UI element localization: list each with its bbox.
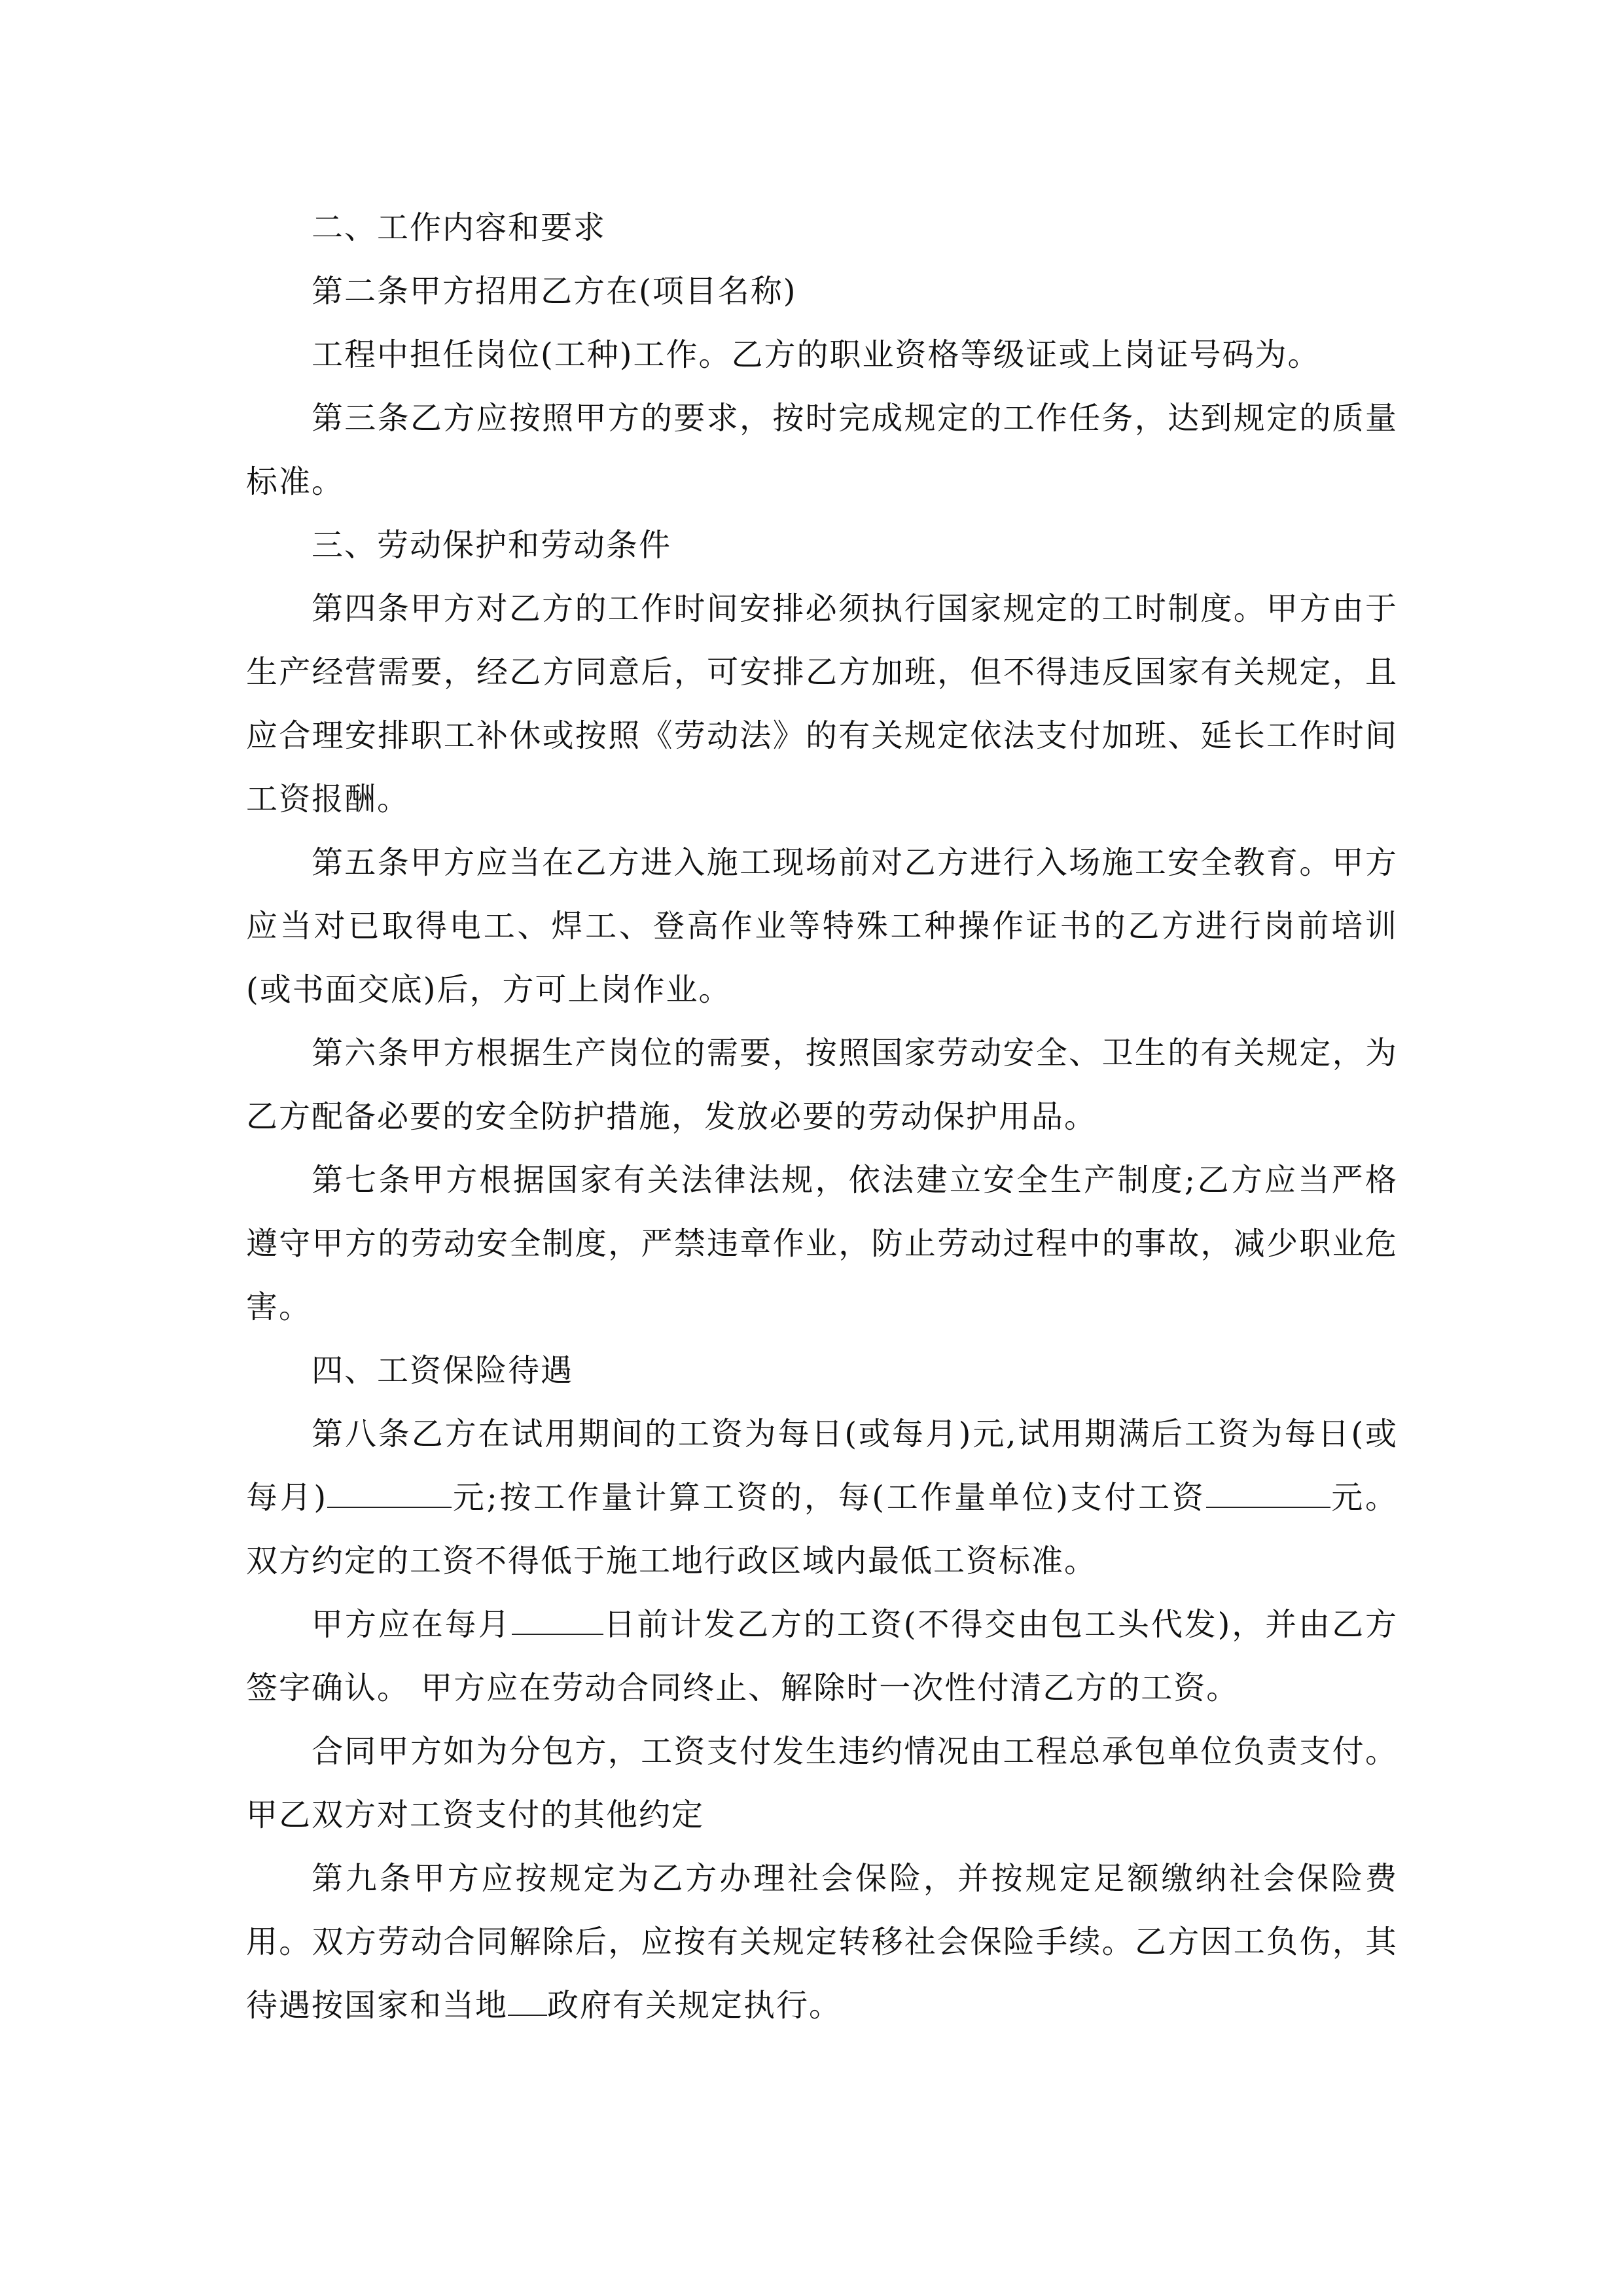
section-heading-4: 四、工资保险待遇	[312, 1352, 574, 1389]
article-8-part-1: 第八条乙方在试用期间的工资为每日(或每月)元,试用期满后工资为每日(或每月)	[246, 1416, 1398, 1516]
payment-day-part-2: 日前计发乙方的工资(不得交由包工头代发)，并由乙方签字确认。 甲方应在劳动合同终止、解除时一次性付清乙方的工资。	[246, 1606, 1398, 1706]
article-8-part-2: 元;按工作量计算工资的，每(工作量单位)支付工资	[452, 1479, 1206, 1516]
article-2-line-1: 第二条甲方招用乙方在(项目名称)	[312, 273, 797, 310]
section-heading-2: 二、工作内容和要求	[312, 209, 607, 246]
article-9	[246, 1847, 1398, 2037]
article-9-part-2: 政府有关规定执行。	[547, 1987, 842, 2024]
article-3: 第三条乙方应按照甲方的要求，按时完成规定的工作任务，达到规定的质量标准。	[246, 400, 1398, 500]
document-page	[246, 196, 1398, 2037]
article-7: 第七条甲方根据国家有关法律法规，依法建立安全生产制度;乙方应当严格遵守甲方的劳动安全制度，严禁违章作业，防止劳动过程中的事故，减少职业危害。	[246, 1162, 1398, 1325]
payment-day-part-1: 甲方应在每月	[312, 1606, 512, 1643]
blank-piece-wage	[1206, 1480, 1330, 1508]
payment-day-clause	[246, 1593, 1398, 1720]
article-2-line-2: 工程中担任岗位(工种)工作。乙方的职业资格等级证或上岗证号码为。	[312, 336, 1321, 373]
blank-local-government	[508, 1988, 547, 2016]
article-6: 第六条甲方根据生产岗位的需要，按照国家劳动安全、卫生的有关规定，为乙方配备必要的安全防护措施，发放必要的劳动保护用品。	[246, 1035, 1398, 1135]
blank-monthly-wage	[327, 1480, 452, 1508]
article-5: 第五条甲方应当在乙方进入施工现场前对乙方进行入场施工安全教育。甲方应当对已取得电工、焊工、登高作业等特殊工种操作证书的乙方进行岗前培训(或书面交底)后，方可上岗作业。	[246, 844, 1398, 1008]
section-heading-3: 三、劳动保护和劳动条件	[312, 527, 672, 564]
article-8	[246, 1403, 1398, 1593]
article-4: 第四条甲方对乙方的工作时间安排必须执行国家规定的工时制度。甲方由于生产经营需要，经乙方同意后，可安排乙方加班，但不得违反国家有关规定，且应合理安排职工补休或按照《劳动法》的有关规定依法支付加班、延长工作时间工资报酬。	[246, 590, 1398, 817]
blank-payment-day	[512, 1607, 603, 1635]
article-8-part-3: 元。双方约定的工资不得低于施工地行政区域内最低工资标准。	[246, 1479, 1398, 1579]
subcontract-clause: 合同甲方如为分包方，工资支付发生违约情况由工程总承包单位负责支付。甲乙双方对工资支付的其他约定	[246, 1733, 1398, 1833]
article-9-part-1: 第九条甲方应按规定为乙方办理社会保险，并按规定足额缴纳社会保险费用。双方劳动合同解除后，应按有关规定转移社会保险手续。乙方因工负伤，其待遇按国家和当地	[246, 1860, 1398, 2024]
